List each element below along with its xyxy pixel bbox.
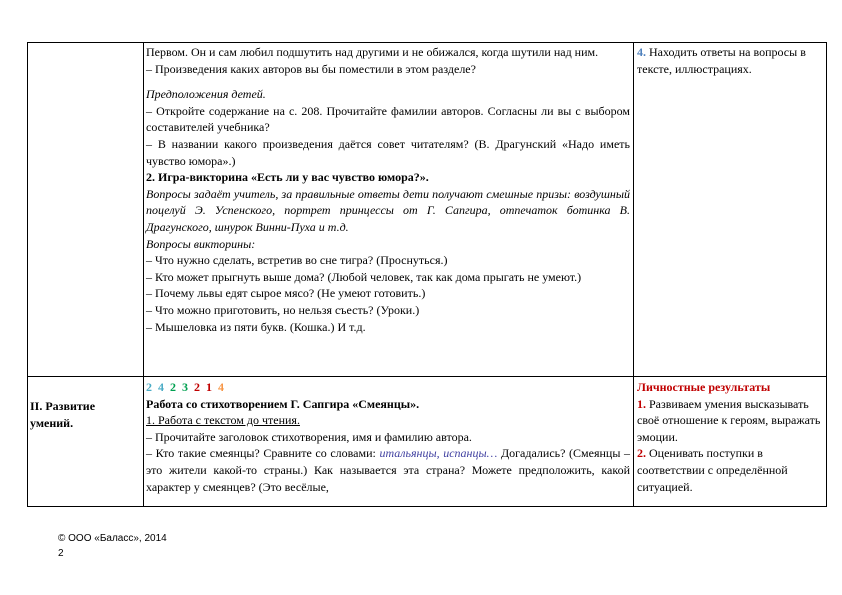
compare-words: итальянцы, испанцы… [379,446,498,461]
result-text: Находить ответы на вопросы в тексте, иллюстрациях. [637,45,806,76]
table-border-right [826,42,827,507]
question-line: – Откройте содержание на с. 208. Прочитайте фамилии авторов. Согласны ли вы с выбором составителей учебника? [146,103,630,135]
section-title: Работа со стихотворением Г. Сапгира «Смеянцы». [146,396,420,411]
copyright-text: © ООО «Баласс», 2014 [58,533,167,544]
result-text: Оценивать поступки в соответствии с определённой ситуацией. [637,446,788,494]
skill-code: 4 [218,380,224,394]
result-text: Развиваем умения высказывать своё отношение к героям, выражать эмоции. [637,396,821,444]
lesson-table [27,42,827,507]
quiz-question: – Кто может прыгнуть выше дома? (Любой человек, так как дома прыгать не умеют.) [146,269,582,284]
step-heading: 1. Работа с текстом до чтения. [146,413,300,428]
quiz-question: – Мышеловка из пяти букв. (Кошка.) И т.д. [146,319,366,334]
question-line: – Произведения каких авторов вы бы поместили в этом разделе? [146,61,476,76]
question-line: – Прочитайте заголовок стихотворения, имя и фамилию автора. [146,429,472,444]
skill-code: 2 [194,380,200,394]
result-number: 2. [637,446,646,461]
question-line-start: – Кто такие смеянцы? Сравните со словами: [146,446,376,461]
table-border-left [27,42,28,507]
page-number: 2 [58,548,64,559]
table-border-bottom [27,506,827,507]
row1-right-cell [637,44,821,77]
skill-code: 2 [146,380,152,394]
skill-code: 1 [206,380,212,394]
quiz-question: – Что можно приготовить, но нельзя съесть? (Уроки.) [146,302,420,317]
result-number: 4. [637,45,646,59]
skill-code: 3 [182,380,188,394]
row2-left-cell [30,398,140,431]
quiz-question: – Почему львы едят сырое мясо? (Не умеют готовить.) [146,286,426,301]
skill-code: 4 [158,380,164,394]
result-number: 1. [637,396,646,411]
table-column-divider-2 [633,42,634,507]
text-paragraph: Первом. Он и сам любил подшутить над другими и не обижался, когда шутили над ним. [146,45,599,59]
skill-codes [146,379,630,396]
stage-label: II. Развитие умений. [30,399,96,430]
quiz-question: – Что нужно сделать, встретив во сне тигра? (Проснуться.) [146,253,448,268]
children-assumptions: Предположения детей. [146,87,266,102]
row2-right-cell [637,379,821,495]
table-column-divider-1 [143,42,144,507]
row1-main-cell [146,44,630,335]
quiz-description: Вопросы задаёт учитель, за правильные ответы дети получают смешные призы: воздушный поцелуй Э. Успенского, портрет принцессы от Г. Сапгира, отпечаток ботинка В. Драгунского, шнурок Винни-Пуха и т.д. [146,186,630,234]
row2-main-cell [146,379,630,495]
results-heading: Личностные результаты [637,380,771,394]
skill-code: 2 [170,380,176,394]
table-row-divider [27,376,827,377]
quiz-title: 2. Игра-викторина «Есть ли у вас чувство юмора?». [146,170,429,185]
quiz-questions-label: Вопросы викторины: [146,236,256,251]
table-border-top [27,42,827,43]
question-line-end: Догадались? (Смеянцы – это жители какой-то страны.) Как называется эта страна? Можете предположить, какой характер у смеянцев? (Это весёлые, [146,446,631,494]
question-line: – В названии какого произведения даётся совет читателям? (В. Драгунский «Надо иметь чувство юмора».) [146,136,630,168]
